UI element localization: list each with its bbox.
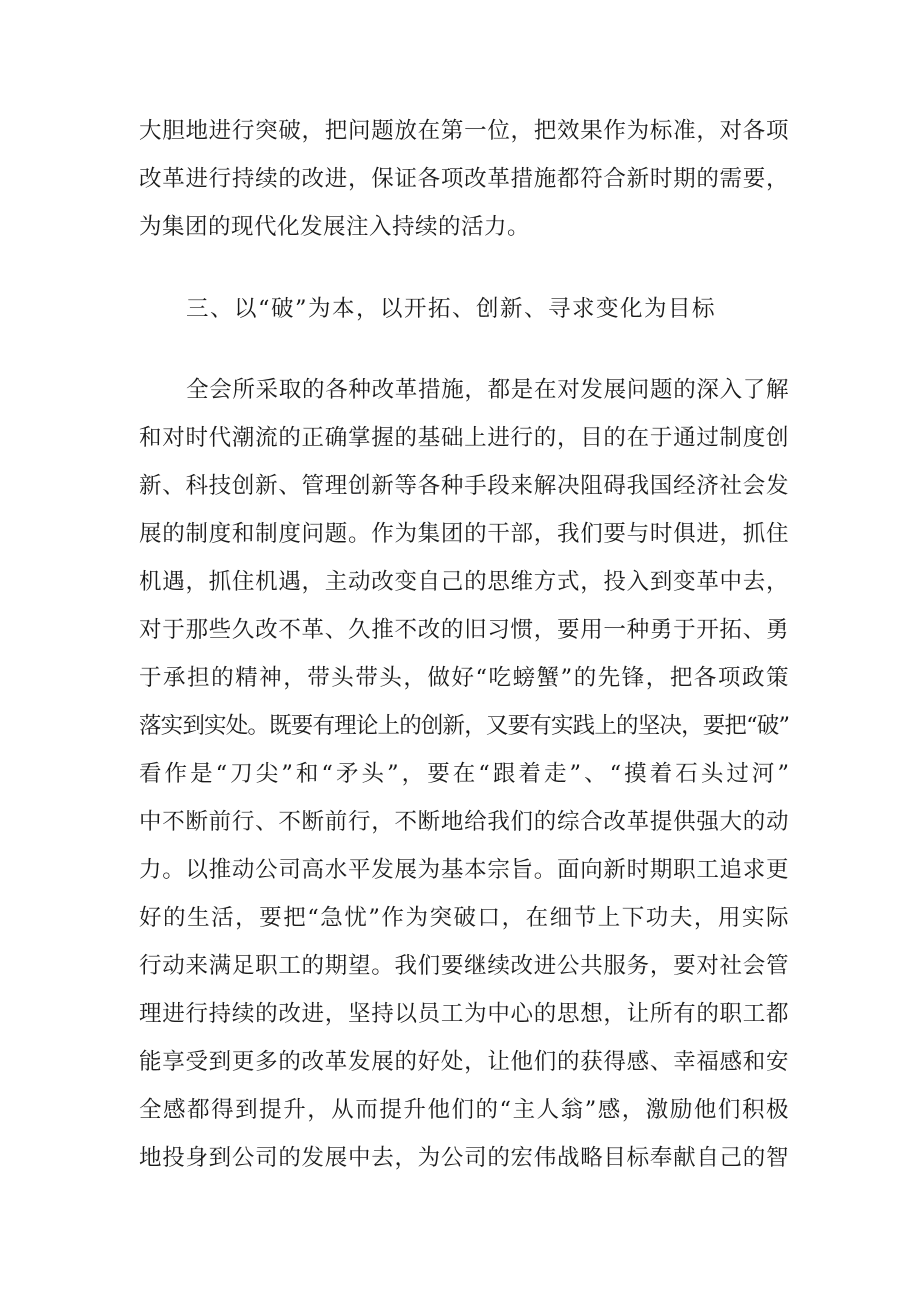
- paragraph-2-line-2: 和对时代潮流的正确掌握的基础上进行的，目的在于通过制度创: [139, 425, 789, 451]
- paragraph-2-line-12: 好的生活，要把“急忧”作为突破口，在细节上下功夫，用实际: [139, 905, 789, 931]
- paragraph-2-line-10: 中不断前行、不断前行，不断地给我们的综合改革提供强大的动: [139, 809, 789, 835]
- paragraph-2-line-13: 行动来满足职工的期望。我们要继续改进公共服务，要对社会管: [139, 953, 789, 979]
- paragraph-2-line-1: 全会所采取的各种改革措施，都是在对发展问题的深入了解: [186, 377, 789, 403]
- paragraph-2-line-5: 机遇，抓住机遇，主动改变自己的思维方式，投入到变革中去，: [139, 569, 789, 595]
- paragraph-2-line-15: 能享受到更多的改革发展的好处，让他们的获得感、幸福感和安: [139, 1049, 789, 1075]
- paragraph-2-line-3: 新、科技创新、管理创新等各种手段来解决阻碍我国经济社会发: [139, 473, 789, 499]
- paragraph-1-line-1: 大胆地进行突破，把问题放在第一位，把效果作为标准，对各项: [139, 118, 789, 144]
- paragraph-2-line-9: 看作是“刀尖”和“矛头”，要在“跟着走”、“摸着石头过河”: [139, 761, 789, 787]
- paragraph-2-line-16: 全感都得到提升，从而提升他们的“主人翁”感，激励他们积极: [139, 1097, 789, 1123]
- paragraph-2-line-11: 力。以推动公司高水平发展为基本宗旨。面向新时期职工追求更: [139, 857, 789, 883]
- paragraph-2-line-6: 对于那些久改不革、久推不改的旧习惯，要用一种勇于开拓、勇: [139, 617, 789, 643]
- paragraph-1-line-2: 改革进行持续的改进，保证各项改革措施都符合新时期的需要，: [139, 166, 789, 192]
- paragraph-2-line-4: 展的制度和制度问题。作为集团的干部，我们要与时俱进，抓住: [139, 521, 789, 547]
- paragraph-1-line-3: 为集团的现代化发展注入持续的活力。: [139, 214, 531, 240]
- section-heading: 三、以“破”为本，以开拓、创新、寻求变化为目标: [186, 296, 717, 322]
- paragraph-2-line-7: 于承担的精神，带头带头，做好“吃螃蟹”的先锋，把各项政策: [139, 665, 789, 691]
- paragraph-2-line-8: 落实到实处。既要有理论上的创新，又要有实践上的坚决，要把“破”: [139, 713, 789, 739]
- paragraph-2-line-17: 地投身到公司的发展中去，为公司的宏伟战略目标奉献自己的智: [139, 1145, 789, 1171]
- paragraph-2-line-14: 理进行持续的改进，坚持以员工为中心的思想，让所有的职工都: [139, 1001, 789, 1027]
